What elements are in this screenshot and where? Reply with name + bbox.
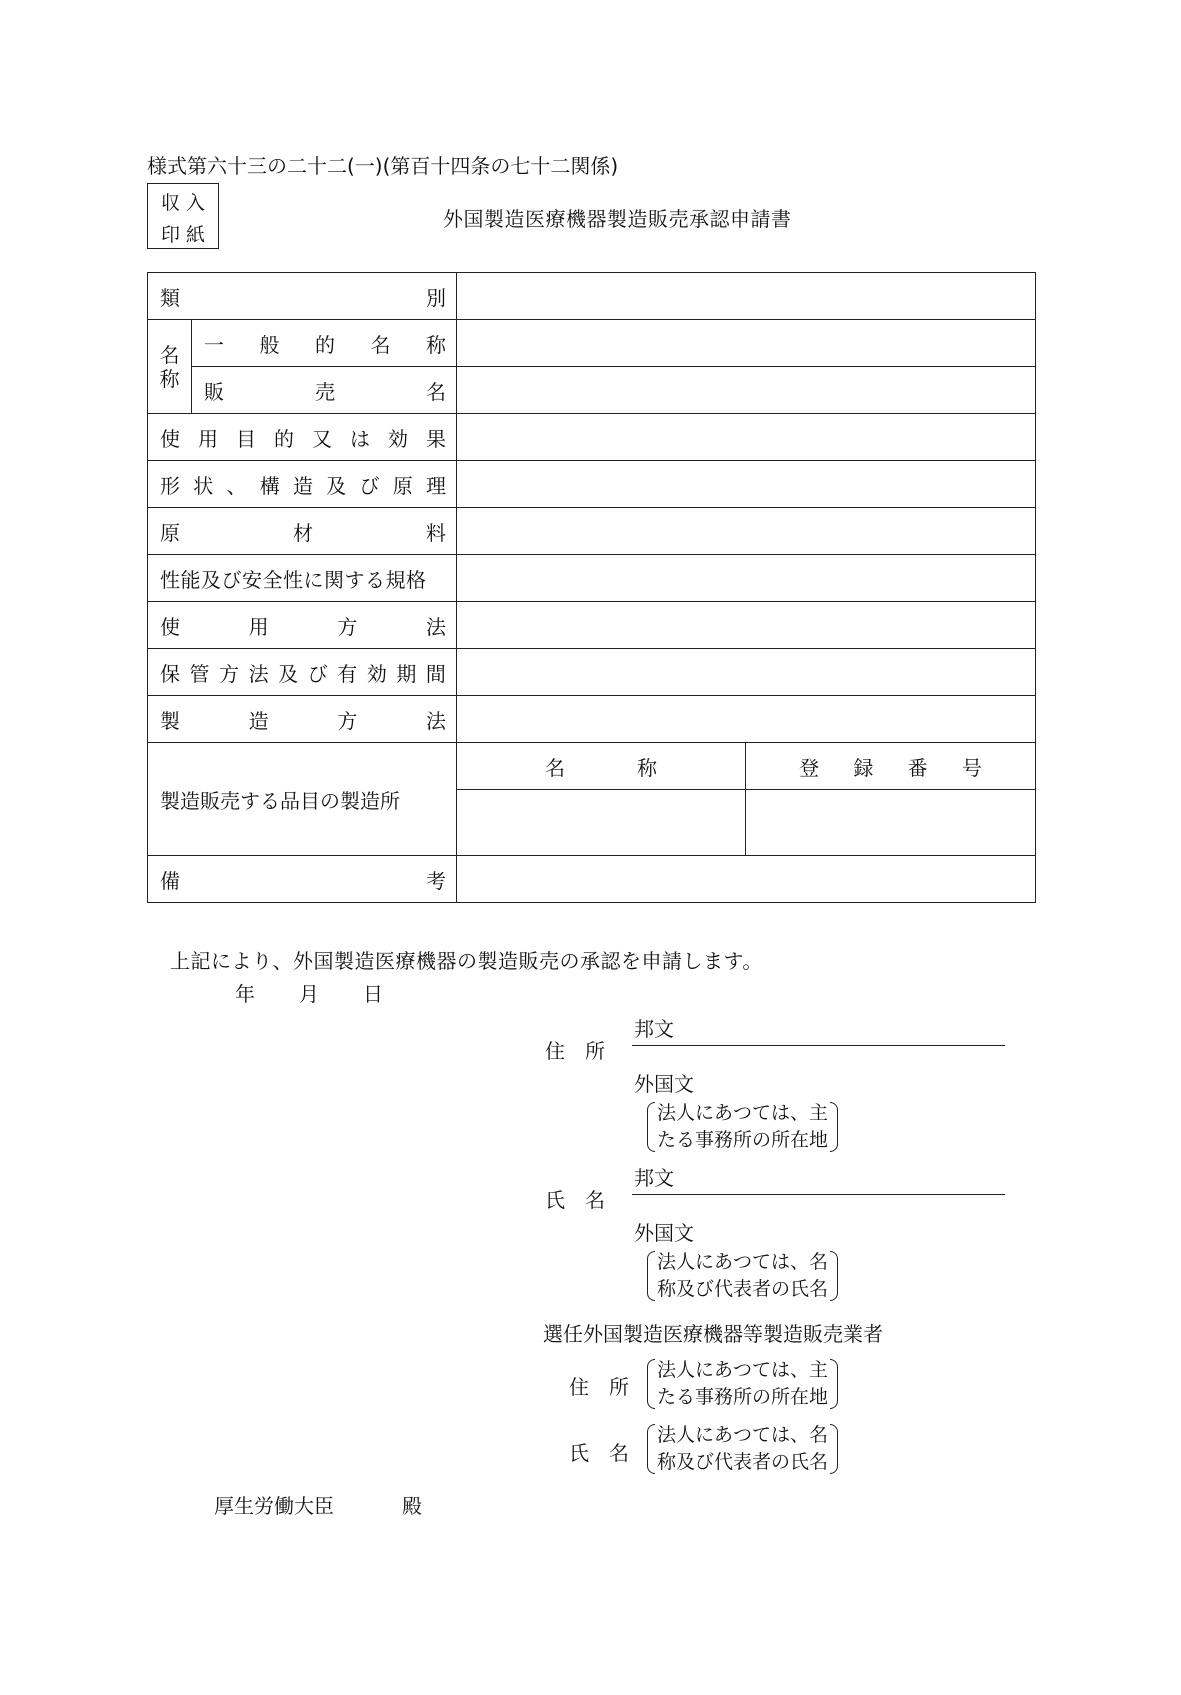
addressee (214, 1490, 422, 1519)
applicant-name-japanese: 邦文 (634, 1166, 674, 1190)
applicant-address-japanese: 邦文 (634, 1017, 674, 1041)
row-performance (148, 555, 1036, 602)
date-month: 月 (299, 982, 319, 1006)
value-generic-name[interactable] (457, 320, 1036, 367)
label-remarks: 備 考 (160, 868, 446, 893)
designated-address-label: 住 所 (569, 1375, 629, 1399)
value-remarks[interactable] (457, 856, 1036, 903)
applicant-address-line[interactable] (632, 1045, 1005, 1046)
value-storage[interactable] (457, 649, 1036, 696)
value-purpose[interactable] (457, 414, 1036, 461)
revenue-stamp-box (147, 183, 219, 249)
label-materials: 原 材 料 (160, 520, 446, 545)
designated-heading: 選任外国製造医療機器等製造販売業者 (543, 1322, 883, 1346)
designated-address-note: 法人にあつては、主 たる事務所の所在地 (657, 1357, 828, 1411)
applicant-address-label: 住 所 (545, 1039, 605, 1063)
label-performance: 性能及び安全性に関する規格 (160, 567, 427, 592)
row-storage (148, 649, 1036, 696)
date-line (235, 978, 427, 1007)
label-generic-name: 一 般 的 名 称 (204, 332, 446, 357)
row-purpose (148, 414, 1036, 461)
label-shape: 形 状 、 構 造 及 び 原 理 (160, 473, 446, 498)
stamp-label-line1: 収 入 (161, 192, 206, 214)
label-sites: 製造販売する品目の製造所 (148, 743, 457, 856)
row-remarks (148, 856, 1036, 903)
row-generic-name (148, 320, 1036, 367)
label-manufacturing: 製 造 方 法 (160, 708, 446, 733)
applicant-name-note: 法人にあつては、名 称及び代表者の氏名 (657, 1249, 828, 1303)
header-site-name: 名 称 (545, 755, 657, 780)
row-shape (148, 461, 1036, 508)
designated-name-note: 法人にあつては、名 称及び代表者の氏名 (657, 1422, 828, 1476)
row-category (148, 273, 1036, 320)
applicant-address-note: 法人にあつては、主 たる事務所の所在地 (657, 1100, 828, 1154)
applicant-name-label: 氏 名 (545, 1188, 605, 1212)
value-manufacturing[interactable] (457, 696, 1036, 743)
value-category[interactable] (457, 273, 1036, 320)
applicant-address-foreign: 外国文 (634, 1072, 694, 1096)
stamp-label-line2: 印 紙 (161, 224, 206, 246)
row-usage (148, 602, 1036, 649)
designated-name-label: 氏 名 (569, 1441, 629, 1465)
form-number: 様式第六十三の二十二(一)(第百十四条の七十二関係) (147, 154, 619, 178)
label-usage: 使 用 方 法 (160, 614, 446, 639)
label-sales-name: 販 売 名 (204, 379, 446, 404)
header-registration-number: 登 録 番 号 (799, 755, 982, 780)
value-shape[interactable] (457, 461, 1036, 508)
row-sites-header (148, 743, 1036, 790)
row-sales-name (148, 367, 1036, 414)
application-table (147, 272, 1036, 903)
addressee-minister: 厚生労働大臣 (214, 1494, 334, 1518)
label-purpose: 使 用 目 的 又 は 効 果 (160, 426, 446, 451)
label-storage: 保 管 方 法 及 び 有 効 期 間 (160, 661, 446, 686)
label-category: 類 別 (160, 285, 446, 310)
value-site-name[interactable] (457, 790, 746, 856)
applicant-name-foreign: 外国文 (634, 1221, 694, 1245)
row-materials (148, 508, 1036, 555)
value-usage[interactable] (457, 602, 1036, 649)
label-name-group: 名 称 (148, 320, 192, 414)
value-sales-name[interactable] (457, 367, 1036, 414)
date-year: 年 (235, 982, 255, 1006)
applicant-name-line[interactable] (632, 1194, 1005, 1195)
value-materials[interactable] (457, 508, 1036, 555)
value-registration-number[interactable] (746, 790, 1036, 856)
row-manufacturing (148, 696, 1036, 743)
date-day: 日 (363, 982, 383, 1006)
addressee-honorific: 殿 (402, 1494, 422, 1518)
value-performance[interactable] (457, 555, 1036, 602)
document-title: 外国製造医療機器製造販売承認申請書 (443, 207, 792, 231)
application-statement: 上記により、外国製造医療機器の製造販売の承認を申請します。 (170, 949, 763, 973)
